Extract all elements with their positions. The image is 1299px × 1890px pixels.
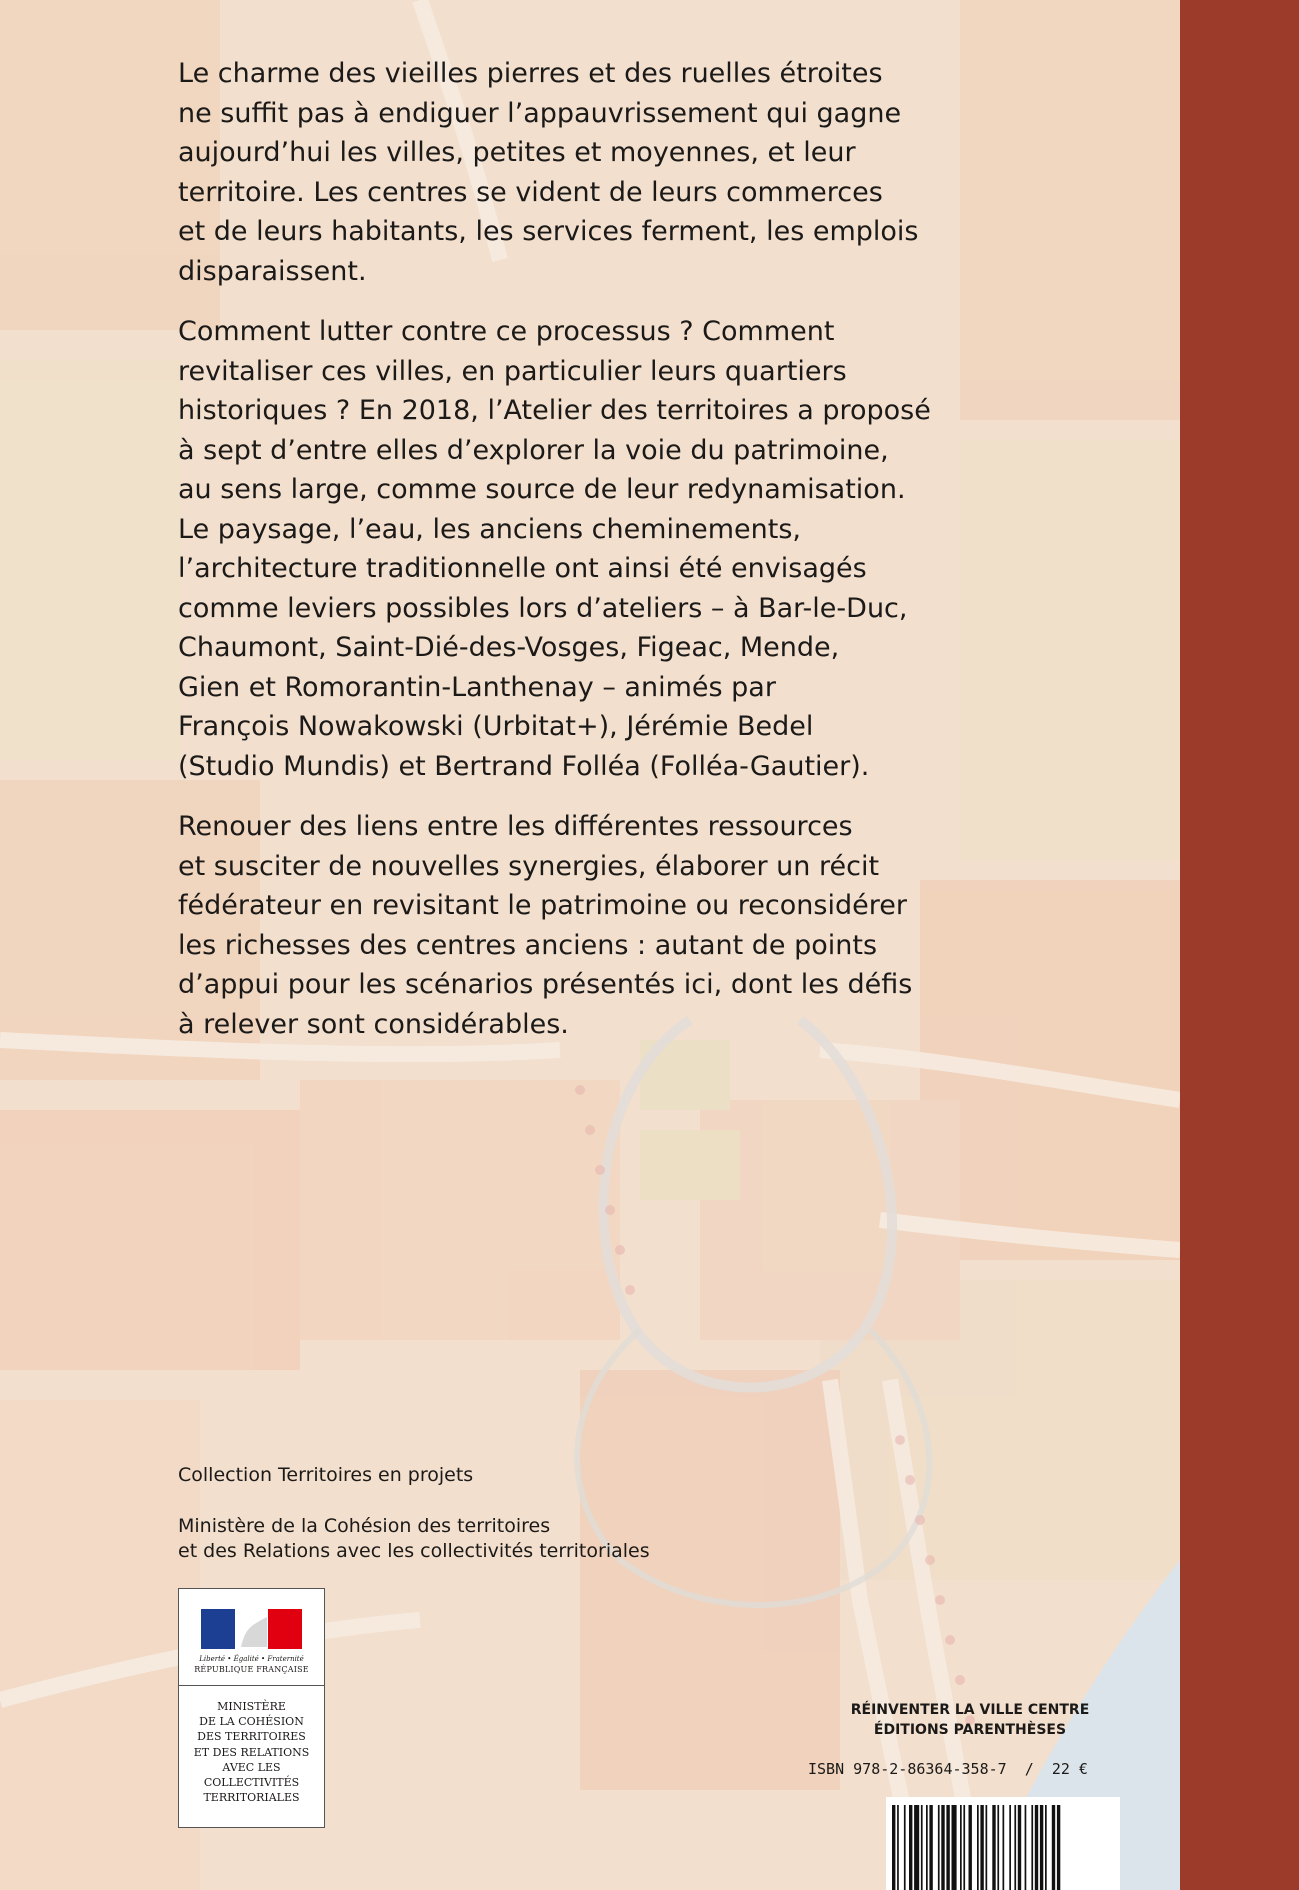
text-line: l’architecture traditionnelle ont ainsi été envisagés xyxy=(178,553,867,584)
text-line: Le paysage, l’eau, les anciens cheminements, xyxy=(178,513,801,545)
logo-divider xyxy=(179,1685,324,1686)
blurb-paragraph-1 xyxy=(178,54,978,291)
text-line: comme leviers possibles lors d’ateliers – à Bar-le-Duc, xyxy=(178,592,908,624)
back-cover-blurb xyxy=(178,54,978,1065)
text-line: Renouer des liens entre les différentes ressources xyxy=(178,811,853,842)
text-line: à relever sont considérables. xyxy=(178,1008,569,1040)
ministry-line-1: Ministère de la Cohésion des territoires xyxy=(178,1515,551,1537)
text-line: Comment lutter contre ce processus ? Comment xyxy=(178,316,835,347)
isbn-price-line: ISBN 978-2-86364-358-7 / 22 € xyxy=(808,1760,1088,1778)
republic-name: RÉPUBLIQUE FRANÇAISE xyxy=(194,1665,309,1674)
logo-text-line: ET DES RELATIONS xyxy=(193,1745,310,1759)
barcode xyxy=(886,1797,1120,1890)
book-title: RÉINVENTER LA VILLE CENTRE xyxy=(850,1702,1090,1718)
ministry-name xyxy=(178,1514,650,1564)
logo-text-line: DE LA COHÉSION xyxy=(199,1715,304,1729)
blurb-paragraph-2 xyxy=(178,312,978,786)
text-line: disparaissent. xyxy=(178,255,367,287)
blurb-paragraph-3 xyxy=(178,807,978,1044)
text-line: à sept d’entre elles d’explorer la voie du patrimoine, xyxy=(178,434,889,466)
ministry-logo-text xyxy=(183,1699,320,1805)
text-line: François Nowakowski (Urbitat+), Jérémie Bedel xyxy=(178,711,814,742)
republic-motto: Liberté • Égalité • Fraternité xyxy=(199,1655,304,1663)
text-line: les richesses des centres anciens : autant de points xyxy=(178,929,878,961)
text-line: aujourd’hui les villes, petites et moyennes, et leur xyxy=(178,137,856,168)
collection-name: Collection Territoires en projets xyxy=(178,1464,474,1486)
text-line: d’appui pour les scénarios présentés ici, dont les défis xyxy=(178,969,913,1000)
isbn: ISBN 978-2-86364-358-7 xyxy=(808,1760,1007,1778)
barcode-icon xyxy=(890,1805,1116,1890)
text-line: Chaumont, Saint-Dié-des-Vosges, Figeac, Mende, xyxy=(178,632,840,663)
logo-text-line: COLLECTIVITÉS xyxy=(203,1776,300,1790)
text-line: au sens large, comme source de leur redynamisation. xyxy=(178,474,906,505)
publisher-name: ÉDITIONS PARENTHÈSES xyxy=(873,1722,1067,1738)
ministry-logo xyxy=(178,1588,325,1828)
text-line: (Studio Mundis) et Bertrand Folléa (Folléa-Gautier). xyxy=(178,750,870,782)
logo-text-line: MINISTÈRE xyxy=(217,1700,286,1713)
book-imprint xyxy=(820,1700,1120,1740)
text-line: historiques ? En 2018, l’Atelier des territoires a proposé xyxy=(178,395,931,426)
ministry-line-2: et des Relations avec les collectivités territoriales xyxy=(178,1540,650,1562)
price: 22 € xyxy=(1051,1760,1088,1778)
logo-text-line: DES TERRITOIRES xyxy=(197,1730,306,1744)
logo-text-line: TERRITORIALES xyxy=(203,1791,300,1805)
text-line: revitaliser ces villes, en particulier leurs quartiers xyxy=(178,355,847,387)
text-line: territoire. Les centres se vident de leurs commerces xyxy=(178,176,883,208)
text-line: Gien et Romorantin-Lanthenay – animés par xyxy=(178,671,776,703)
text-line: ne suffit pas à endiguer l’appauvrissement qui gagne xyxy=(178,97,902,129)
marianne-flag-icon xyxy=(201,1609,302,1649)
logo-text-line: AVEC LES xyxy=(222,1760,281,1774)
text-line: et susciter de nouvelles synergies, élaborer un récit xyxy=(178,850,880,882)
spine-color-band xyxy=(1180,0,1299,1890)
text-line: Le charme des vieilles pierres et des ruelles étroites xyxy=(178,58,883,89)
text-line: fédérateur en revisitant le patrimoine ou reconsidérer xyxy=(178,890,907,921)
text-line: et de leurs habitants, les services ferment, les emplois xyxy=(178,216,919,247)
